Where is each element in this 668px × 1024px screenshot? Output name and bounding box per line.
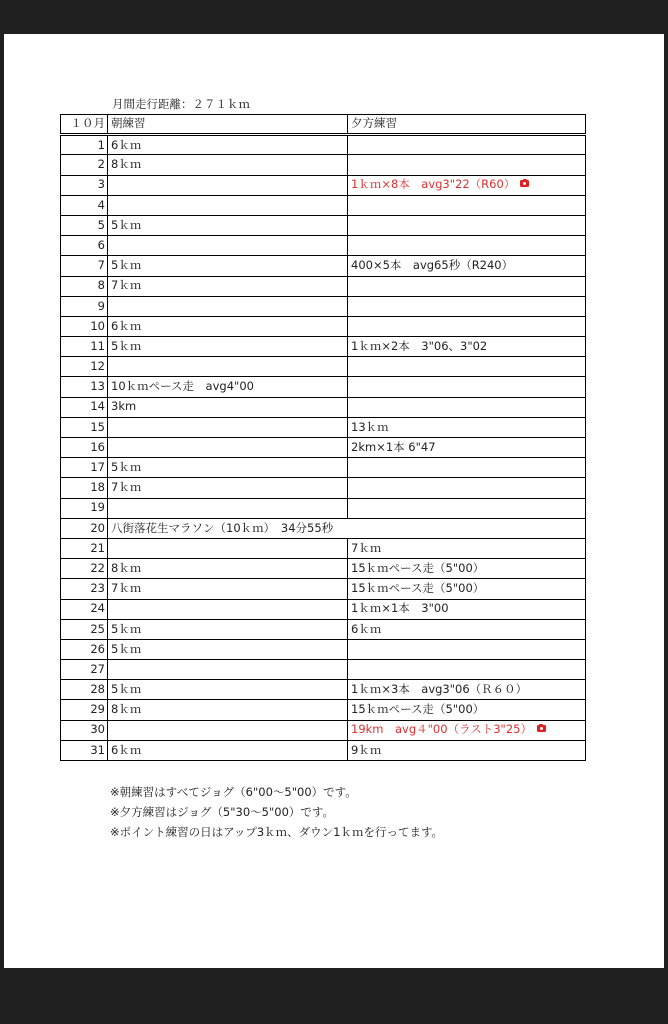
day-cell: 3	[61, 175, 108, 195]
morning-header: 朝練習	[108, 115, 348, 135]
day-cell: 24	[61, 599, 108, 619]
evening-cell	[348, 155, 586, 175]
day-cell: 9	[61, 296, 108, 316]
evening-cell	[348, 438, 586, 458]
evening-text: 9ｋｍ	[351, 742, 382, 757]
day-cell: 7	[61, 256, 108, 276]
evening-cell	[348, 417, 586, 437]
monthly-distance-summary: 月間走行距離：２７１ｋｍ	[112, 97, 250, 111]
table-row	[61, 417, 586, 437]
evening-text: 15ｋｍペース走（5"00）	[351, 560, 485, 575]
morning-cell: 6ｋｍ	[108, 316, 348, 336]
morning-cell: 5ｋｍ	[108, 256, 348, 276]
day-cell: 20	[61, 518, 108, 538]
table-row	[61, 700, 586, 720]
morning-cell: 8ｋｍ	[108, 559, 348, 579]
evening-cell	[348, 296, 586, 316]
table-row	[61, 458, 586, 478]
day-cell: 12	[61, 357, 108, 377]
evening-cell	[348, 660, 586, 680]
table-row	[61, 276, 586, 296]
morning-cell: 5ｋｍ	[108, 215, 348, 235]
evening-text: 1ｋｍ×2本 3"06、3"02	[351, 338, 488, 353]
morning-cell: 5ｋｍ	[108, 639, 348, 659]
morning-cell: 8ｋｍ	[108, 700, 348, 720]
evening-text: 2km×1本 6"47	[351, 439, 436, 454]
day-cell: 28	[61, 680, 108, 700]
table-row	[61, 316, 586, 336]
evening-cell	[348, 478, 586, 498]
day-cell: 25	[61, 619, 108, 639]
day-cell: 21	[61, 538, 108, 558]
evening-text: 7ｋｍ	[351, 540, 382, 555]
table-row	[61, 337, 586, 357]
table-row	[61, 599, 586, 619]
evening-cell	[348, 740, 586, 760]
morning-cell	[108, 357, 348, 377]
table-row	[61, 639, 586, 659]
evening-cell	[348, 316, 586, 336]
evening-cell	[348, 498, 586, 518]
evening-cell	[348, 639, 586, 659]
morning-cell	[108, 498, 348, 518]
viewer-bottom-bar	[0, 970, 668, 1024]
evening-cell	[348, 175, 586, 195]
day-cell: 31	[61, 740, 108, 760]
evening-text: 15ｋｍペース走（5"00）	[351, 702, 485, 717]
day-cell: 1	[61, 135, 108, 155]
notes	[110, 782, 443, 842]
document-page	[4, 34, 664, 968]
table-row	[61, 438, 586, 458]
morning-cell: 7ｋｍ	[108, 478, 348, 498]
morning-cell	[108, 175, 348, 195]
evening-text: 15ｋｍペース走（5"00）	[351, 581, 485, 596]
morning-cell	[108, 660, 348, 680]
evening-cell	[348, 619, 586, 639]
morning-cell: 八街落花生マラソン（10ｋｍ） 34分55秒	[108, 518, 348, 538]
evening-cell	[348, 357, 586, 377]
day-cell: 10	[61, 316, 108, 336]
day-cell: 2	[61, 155, 108, 175]
morning-cell: 6ｋｍ	[108, 135, 348, 155]
morning-cell	[108, 195, 348, 215]
evening-text: 19km avg４"00（ラスト3"25）	[351, 722, 532, 737]
evening-text: 1ｋｍ×8本 avg3"22（R60）	[351, 177, 516, 192]
day-cell: 5	[61, 215, 108, 235]
morning-cell: 7ｋｍ	[108, 579, 348, 599]
table-row	[61, 215, 586, 235]
day-cell: 13	[61, 377, 108, 397]
morning-cell: 10ｋｍペース走 avg4"00	[108, 377, 348, 397]
day-cell: 23	[61, 579, 108, 599]
table-row	[61, 135, 586, 155]
morning-cell: 5ｋｍ	[108, 680, 348, 700]
table-row	[61, 518, 586, 538]
morning-cell: 5ｋｍ	[108, 337, 348, 357]
morning-cell	[108, 438, 348, 458]
morning-cell: 3km	[108, 397, 348, 417]
evening-cell	[348, 700, 586, 720]
table-row	[61, 155, 586, 175]
table-row	[61, 538, 586, 558]
evening-cell	[348, 397, 586, 417]
evening-cell	[348, 195, 586, 215]
evening-text: 6ｋｍ	[351, 621, 382, 636]
day-cell: 4	[61, 195, 108, 215]
table-row	[61, 377, 586, 397]
evening-text: 1ｋｍ×3本 avg3"06（Ｒ６０）	[351, 682, 528, 697]
table-row	[61, 296, 586, 316]
morning-cell: 7ｋｍ	[108, 276, 348, 296]
day-cell: 26	[61, 639, 108, 659]
table-row	[61, 175, 586, 195]
table-row	[61, 720, 586, 740]
note-morning: ※朝練習はすべてジョグ（6"00～5"00）です。	[110, 785, 357, 799]
morning-cell	[108, 417, 348, 437]
note-point-practice: ※ポイント練習の日はアップ3ｋｍ、ダウン1ｋｍを行ってます。	[110, 825, 444, 839]
day-cell: 14	[61, 397, 108, 417]
morning-cell: 8ｋｍ	[108, 155, 348, 175]
day-cell: 18	[61, 478, 108, 498]
table-row	[61, 357, 586, 377]
evening-cell	[348, 538, 586, 558]
table-row	[61, 397, 586, 417]
morning-cell	[108, 538, 348, 558]
morning-cell	[108, 236, 348, 256]
day-cell: 6	[61, 236, 108, 256]
training-log-body	[61, 135, 586, 761]
day-cell: 17	[61, 458, 108, 478]
evening-cell	[348, 518, 586, 538]
training-log-table	[60, 114, 586, 761]
table-row	[61, 619, 586, 639]
evening-cell	[348, 599, 586, 619]
table-row	[61, 498, 586, 518]
camera-icon	[520, 180, 529, 187]
table-row	[61, 660, 586, 680]
morning-cell: 6ｋｍ	[108, 740, 348, 760]
table-header-row	[61, 115, 586, 135]
evening-cell	[348, 337, 586, 357]
day-cell: 15	[61, 417, 108, 437]
day-cell: 22	[61, 559, 108, 579]
table-row	[61, 236, 586, 256]
evening-cell	[348, 236, 586, 256]
table-row	[61, 579, 586, 599]
day-cell: 8	[61, 276, 108, 296]
day-cell: 11	[61, 337, 108, 357]
evening-cell	[348, 135, 586, 155]
evening-cell	[348, 215, 586, 235]
evening-header: 夕方練習	[348, 115, 586, 135]
table-row	[61, 740, 586, 760]
evening-cell	[348, 579, 586, 599]
day-cell: 27	[61, 660, 108, 680]
evening-cell	[348, 377, 586, 397]
evening-cell	[348, 680, 586, 700]
evening-text: 400×5本 avg65秒（R240）	[351, 258, 514, 273]
month-header: １０月	[61, 115, 108, 135]
viewer-top-bar	[0, 0, 668, 32]
day-cell: 19	[61, 498, 108, 518]
evening-cell	[348, 720, 586, 740]
day-cell: 30	[61, 720, 108, 740]
morning-cell: 5ｋｍ	[108, 619, 348, 639]
table-row	[61, 559, 586, 579]
day-cell: 16	[61, 438, 108, 458]
table-row	[61, 195, 586, 215]
evening-text: 13ｋｍ	[351, 419, 389, 434]
morning-cell	[108, 599, 348, 619]
morning-cell	[108, 296, 348, 316]
camera-icon	[537, 725, 546, 732]
evening-text: 1ｋｍ×1本 3"00	[351, 601, 449, 616]
evening-cell	[348, 276, 586, 296]
morning-cell: 5ｋｍ	[108, 458, 348, 478]
table-row	[61, 478, 586, 498]
table-row	[61, 680, 586, 700]
evening-cell	[348, 458, 586, 478]
morning-cell	[108, 720, 348, 740]
day-cell: 29	[61, 700, 108, 720]
table-row	[61, 256, 586, 276]
evening-cell	[348, 256, 586, 276]
note-evening: ※夕方練習はジョグ（5"30～5"00）です。	[110, 805, 334, 819]
evening-cell	[348, 559, 586, 579]
